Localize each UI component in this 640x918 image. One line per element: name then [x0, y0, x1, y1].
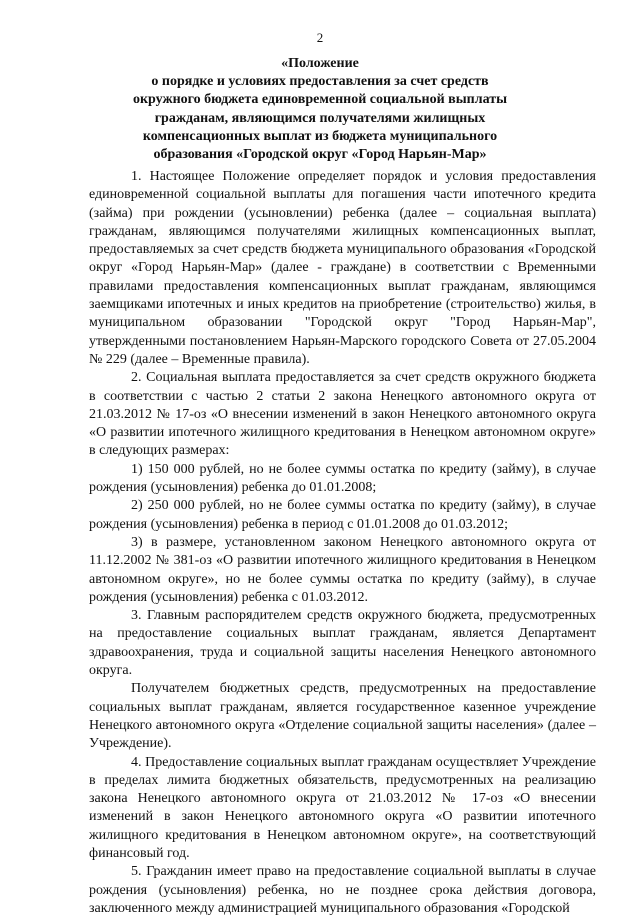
document-title [90, 55, 550, 164]
paragraph-2-item-3: 3) в размере, установленном законом Ненецкого автономного округа от 11.12.2002 № 381-оз «О развитии ипотечного жилищного кредитования в Ненецком автономном округе», но не более суммы остатка по кредиту (займу), в случае рождения (усыновления) ребенка с 01.03.2012. [89, 534, 596, 605]
paragraph-4: 4. Предоставление социальных выплат гражданам осуществляет Учреждение в пределах лимита бюджетных обязательств, предусмотренных на реализацию закона Ненецкого автономного округа от 21.03.2012 № 17-оз «О внесении изменений в закон Ненецкого автономного округа «О развитии ипотечного жилищного кредитования в Ненецком автономном округе», на соответствующий финансовый год. [89, 754, 596, 861]
title-line: образования «Городской округ «Город Нарьян-Мар» [153, 147, 487, 163]
paragraph-2: 2. Социальная выплата предоставляется за счет средств окружного бюджета в соответствии с частью 2 статьи 2 закона Ненецкого автономного округа от 21.03.2012 № 17-оз «О внесении изменений в закон Ненецкого автономного округа «О развитии ипотечного жилищного кредитования в Ненецком автономном округе» в следующих размерах: [89, 370, 596, 459]
title-line: окружного бюджета единовременной социальной выплаты [132, 92, 508, 108]
title-line: компенсационных выплат из бюджета муниципального [142, 128, 498, 144]
paragraph-3: 3. Главным распорядителем средств окружного бюджета, предусмотренных на предоставление социальных выплат гражданам, является Департамент здравоохранения, труда и социальной защиты населения Ненецкого автономного округа. [89, 608, 596, 679]
paragraph-1: 1. Настоящее Положение определяет порядок и условия предоставления единовременной социальной выплаты для погашения части ипотечного кредита (займа) при рождении (усыновлении) ребенка (далее – социальная выплата) гражданам, являющимся получателями жилищных компенсационных выплат, предоставляемых за счет средств бюджета муниципального образования «Городской округ «Город Нарьян-Мар» (далее - граждане) в соответствии с Временными правилами предоставления компенсационных выплат гражданам, являющимся заемщиками ипотечных и иных кредитов на приобретение (строительство) жилья, в муниципальном образовании "Городской округ "Город Нарьян-Мар", утвержденными постановлением Нарьян-Марского городского Совета от 27.05.2004 № 229 (далее – Временные правила). [89, 169, 596, 367]
paragraph-2-item-2: 2) 250 000 рублей, но не более суммы остатка по кредиту (займу), в случае рождения (усыновления) ребенка в период с 01.01.2008 до 01.03.2012; [89, 498, 596, 532]
document-body [89, 168, 596, 918]
paragraph-2-item-1: 1) 150 000 рублей, но не более суммы остатка по кредиту (займу), в случае рождения (усыновления) ребенка до 01.01.2008; [89, 461, 596, 496]
title-line: о порядке и условиях предоставления за счет средств [151, 74, 489, 90]
paragraph-3-recipient: Получателем бюджетных средств, предусмотренных на предоставление социальных выплат гражданам, является государственное казенное учреждение Ненецкого автономного округа «Отделение социальной защиты населения» (далее – Учреждение). [89, 681, 596, 752]
title-line: «Положение [281, 56, 359, 71]
page-number: 2 [316, 30, 324, 45]
title-line: гражданам, являющимся получателями жилищных [154, 110, 486, 126]
paragraph-5: 5. Гражданин имеет право на предоставление социальной выплаты в случае рождения (усыновления) ребенка, но не позднее срока действия договора, заключенного между администрацией муниципального образования «Городской [89, 864, 596, 916]
